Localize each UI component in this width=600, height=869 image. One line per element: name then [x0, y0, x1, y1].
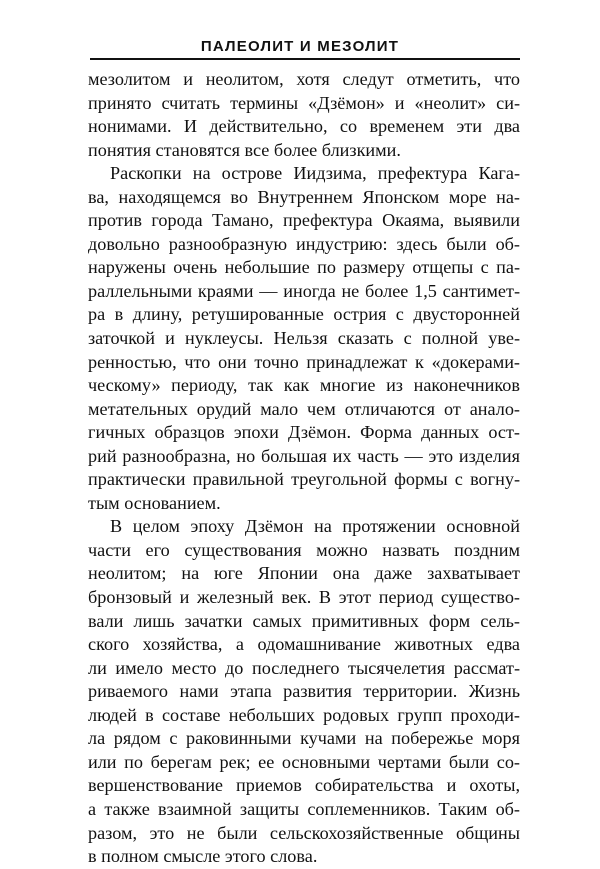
text-line: бронзовый и железный век. В этот период существо-: [88, 587, 520, 608]
text-line: ла рядом с раковинными кучами на побережье моря: [88, 728, 520, 749]
text-line: людей в составе небольших родовых групп проходи-: [88, 704, 520, 725]
paragraph: [88, 68, 520, 162]
text-line: Раскопки на острове Иидзима, префектура Кага-: [110, 163, 520, 184]
text-line: в полном смысле этого слова.: [88, 846, 318, 867]
text-line: разом, это не были сельскохозяйственные общины: [88, 822, 520, 843]
text-line: понятия становятся все более близкими.: [88, 139, 401, 160]
paragraph: [88, 162, 520, 515]
text-line: вершенствование приемов собирательства и охоты,: [88, 775, 520, 796]
text-line: ского хозяйства, а одомашнивание животных едва: [88, 634, 520, 655]
text-line: принято считать термины «Дзёмон» и «неолит» си-: [88, 92, 520, 113]
text-line: ва, находящемся во Внутреннем Японском море на-: [88, 186, 520, 207]
paragraph: [88, 515, 520, 868]
text-line: тым основанием.: [88, 492, 221, 513]
text-line: гичных образцов эпохи Дзёмон. Форма данных ост-: [88, 422, 520, 443]
body-text: [88, 68, 520, 869]
text-line: наружены очень небольшие по размеру отщепы с па-: [88, 257, 520, 278]
text-line: а также взаимной защиты соплеменников. Таким об-: [88, 798, 520, 819]
text-line: ренностью, что они точно принадлежат к «докерами-: [88, 351, 520, 372]
text-line: раллельными краями — иногда не более 1,5 сантимет-: [88, 280, 520, 301]
text-line: части его существования можно назвать поздним: [88, 539, 520, 560]
text-line: В целом эпоху Дзёмон на протяжении основной: [110, 516, 520, 537]
running-head: ПАЛЕОЛИТ И МЕЗОЛИТ: [200, 38, 400, 55]
text-line: практически правильной треугольной формы с вогну-: [88, 469, 520, 490]
text-line: заточкой и нуклеусы. Нельзя сказать с полной уве-: [88, 328, 520, 349]
text-line: рий разнообразна, но большая их часть — это изделия: [88, 445, 520, 466]
header-rule: [90, 58, 520, 60]
text-line: ли имело место до последнего тысячелетия рассмат-: [88, 657, 520, 678]
text-line: или по берегам рек; ее основными чертами были со-: [88, 751, 520, 772]
text-line: довольно разнообразную индустрию: здесь были об-: [88, 233, 520, 254]
text-line: ра в длину, ретушированные острия с двусторонней: [88, 304, 520, 325]
text-line: вали лишь зачатки самых примитивных форм сель-: [88, 610, 520, 631]
text-line: мезолитом и неолитом, хотя следут отметить, что: [88, 69, 520, 89]
text-line: нонимами. И действительно, со временем эти два: [88, 116, 520, 137]
text-line: ческому» периоду, так как многие из наконечников: [88, 375, 520, 396]
text-line: неолитом; на юге Японии она даже захватывает: [88, 563, 520, 584]
text-line: риваемого нами этапа развития территории. Жизнь: [88, 681, 520, 702]
text-line: против города Тамано, префектура Окаяма, выявили: [88, 210, 520, 231]
text-line: метательных орудий мало чем отличаются от анало-: [88, 398, 520, 419]
